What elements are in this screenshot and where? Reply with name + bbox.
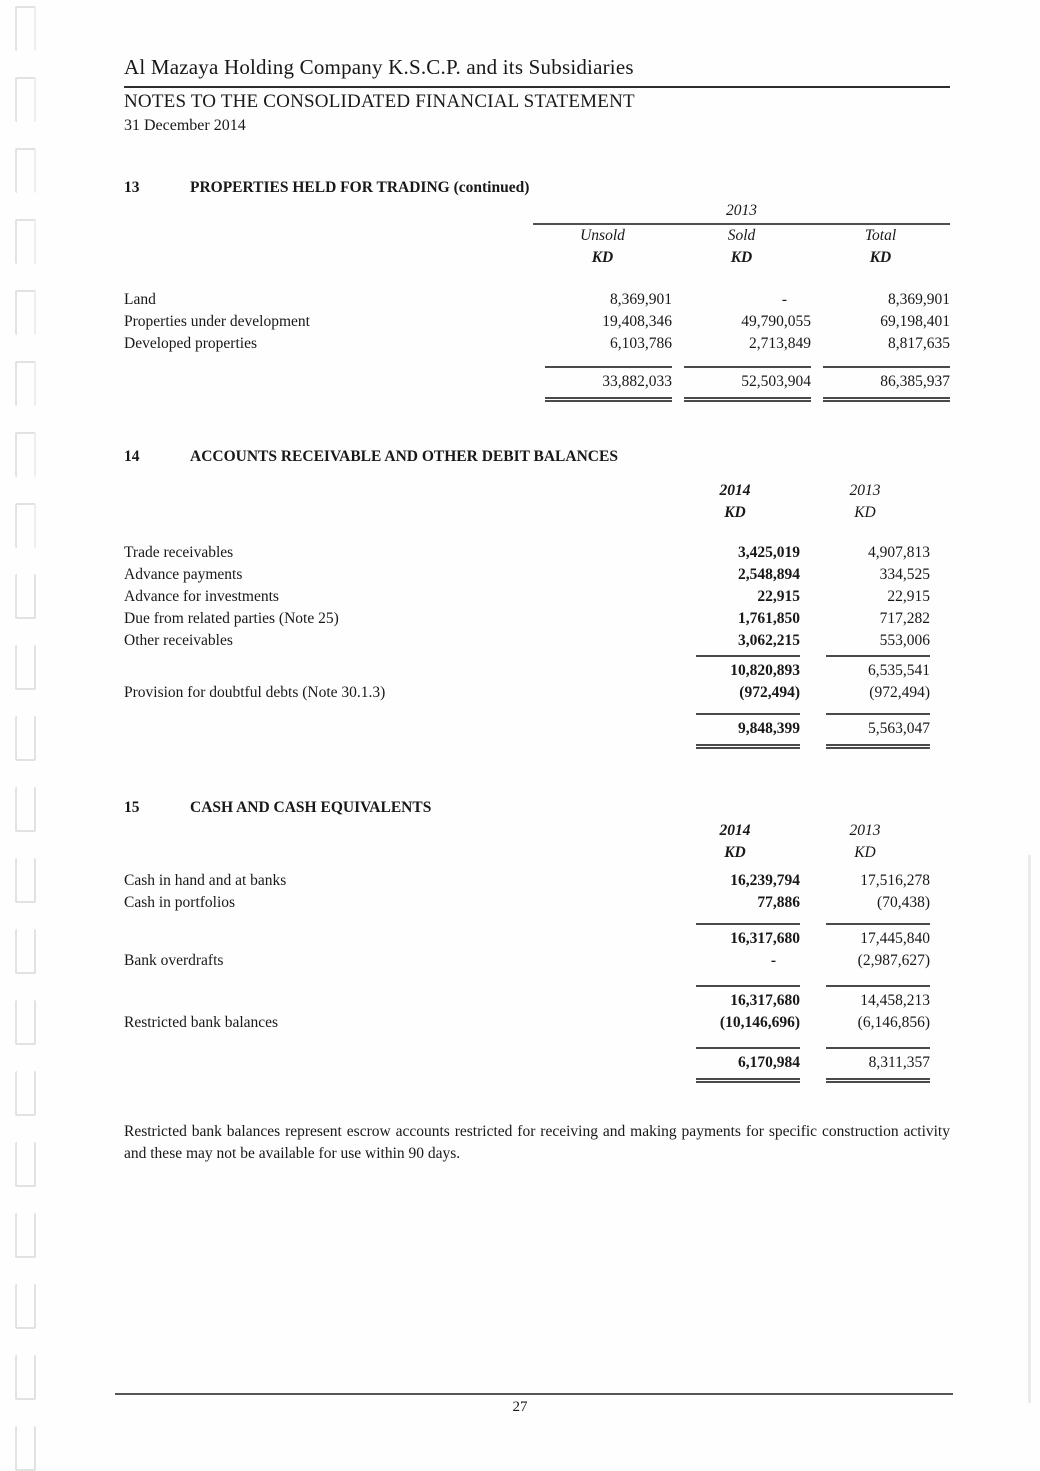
double-rule <box>696 1078 800 1083</box>
subtotal-rule-row <box>124 982 950 990</box>
binder-hole-mark <box>15 361 36 406</box>
row-label: Trade receivables <box>124 544 234 561</box>
year-group-header: 2013 <box>726 202 757 219</box>
cell-total: 8,369,901 <box>888 291 950 308</box>
single-rule <box>696 1047 800 1049</box>
subtotal-rule-row <box>124 920 950 928</box>
table-row <box>124 542 950 564</box>
subtotal-2013: 17,445,840 <box>860 930 930 947</box>
section-15-number: 15 <box>124 799 140 816</box>
subtotal-row <box>124 928 950 950</box>
row-label: Properties under development <box>124 313 310 330</box>
binder-hole-mark <box>15 645 36 690</box>
cell-total: 69,198,401 <box>880 313 950 330</box>
single-rule <box>684 366 811 368</box>
cell-2013: (6,146,856) <box>857 1014 930 1031</box>
row-label: Due from related parties (Note 25) <box>124 610 339 627</box>
section-14-heading <box>124 448 950 466</box>
subtotal-rule-row <box>124 652 950 660</box>
cell-2013: (70,438) <box>877 894 930 911</box>
double-rule <box>823 397 950 402</box>
column-headers <box>533 225 950 247</box>
cell-2014: (10,146,696) <box>719 1014 800 1031</box>
table-row <box>124 892 950 914</box>
row-label: Cash in hand and at banks <box>124 872 287 889</box>
single-rule <box>823 366 950 368</box>
document-title: NOTES TO THE CONSOLIDATED FINANCIAL STATEMENT <box>124 91 635 112</box>
single-rule <box>826 713 930 715</box>
binder-hole-mark <box>15 1355 36 1400</box>
subtotal-rule-row <box>124 363 950 371</box>
subtotal-2014: 10,820,893 <box>730 662 800 679</box>
year-2014: 2014 <box>719 482 751 499</box>
total-2013: 8,311,357 <box>868 1054 930 1071</box>
binder-hole-mark <box>15 148 36 193</box>
single-rule <box>545 366 672 368</box>
cell-2014: 2,548,894 <box>738 566 800 583</box>
table-properties-held-for-trading <box>124 200 950 402</box>
row-label: Bank overdrafts <box>124 952 224 969</box>
total-2014: 6,170,984 <box>738 1054 800 1071</box>
subtotal-row <box>124 990 950 1012</box>
section-13-number: 13 <box>124 179 140 196</box>
currency-kd: KD <box>730 249 753 266</box>
total-total: 86,385,937 <box>880 373 950 390</box>
double-rule-row <box>124 740 950 749</box>
table-row <box>124 1012 950 1034</box>
table-row <box>124 311 950 333</box>
section-13-title: PROPERTIES HELD FOR TRADING (continued) <box>190 179 530 196</box>
page-number: 27 <box>512 1399 528 1415</box>
table-row <box>124 564 950 586</box>
total-sold: 52,503,904 <box>741 373 811 390</box>
cell-2014: 22,915 <box>757 588 800 605</box>
cell-2013: 334,525 <box>879 566 930 583</box>
cell-2014: 77,886 <box>757 894 800 911</box>
currency-headers <box>533 247 950 269</box>
binder-hole-mark <box>15 1426 36 1471</box>
binder-hole-mark <box>15 503 36 548</box>
binder-hole-mark <box>15 1000 36 1045</box>
cell-sold: - <box>781 291 787 308</box>
binder-hole-mark <box>15 77 36 122</box>
col-header-unsold: Unsold <box>580 227 625 244</box>
binder-hole-mark <box>15 929 36 974</box>
total-unsold: 33,882,033 <box>602 373 672 390</box>
subtotal-2014: 16,317,680 <box>730 930 800 947</box>
col-header-sold: Sold <box>727 227 756 244</box>
year-2013: 2013 <box>849 482 881 499</box>
single-rule <box>696 923 800 925</box>
footer-rule <box>115 1393 953 1395</box>
currency-kd: KD <box>869 249 892 266</box>
cell-unsold: 8,369,901 <box>610 291 672 308</box>
single-rule <box>696 713 800 715</box>
totals-row <box>124 371 950 393</box>
cell-unsold: 6,103,786 <box>610 335 672 352</box>
table-row <box>124 289 950 311</box>
row-label: Cash in portfolios <box>124 894 236 911</box>
row-label: Developed properties <box>124 335 257 352</box>
row-label: Advance payments <box>124 566 243 583</box>
binder-hole-mark <box>15 290 36 335</box>
double-rule <box>696 744 800 749</box>
cell-2014: (972,494) <box>739 684 800 701</box>
currency-kd: KD <box>724 844 746 861</box>
col-header-total: Total <box>864 227 897 244</box>
year-headers <box>124 480 950 502</box>
cell-2013: 553,006 <box>879 632 930 649</box>
double-rule <box>545 397 672 402</box>
cell-2013: 717,282 <box>879 610 930 627</box>
row-label: Land <box>124 291 156 308</box>
cell-2013: (972,494) <box>869 684 930 701</box>
double-rule-row <box>124 1074 950 1083</box>
table-cash-equivalents <box>124 820 950 1083</box>
row-label: Provision for doubtful debts (Note 30.1.3) <box>124 684 386 701</box>
binder-hole-mark <box>15 1071 36 1116</box>
double-rule <box>684 397 811 402</box>
single-rule <box>826 923 930 925</box>
cell-2014: 3,425,019 <box>738 544 800 561</box>
currency-headers <box>124 502 950 524</box>
binder-hole-mark <box>15 1284 36 1329</box>
table-row <box>124 586 950 608</box>
binder-holes <box>0 0 60 1471</box>
total-rule-row <box>124 710 950 718</box>
section-14-number: 14 <box>124 448 140 465</box>
cell-2013: 4,907,813 <box>868 544 930 561</box>
currency-kd: KD <box>854 504 876 521</box>
subtotal-2013: 6,535,541 <box>868 662 930 679</box>
currency-headers <box>124 842 950 864</box>
currency-kd: KD <box>724 504 746 521</box>
section-15-heading <box>124 799 950 817</box>
table-row <box>124 630 950 652</box>
section-14-title: ACCOUNTS RECEIVABLE AND OTHER DEBIT BALANCES <box>190 448 618 465</box>
currency-kd: KD <box>591 249 614 266</box>
subtotal-2014: 16,317,680 <box>730 992 800 1009</box>
cell-2013: 17,516,278 <box>860 872 930 889</box>
table-row <box>124 608 950 630</box>
table-accounts-receivable <box>124 480 950 749</box>
binder-hole-mark <box>15 432 36 477</box>
single-rule <box>826 655 930 657</box>
year-2013: 2013 <box>849 822 881 839</box>
header-rule <box>124 86 950 88</box>
cell-2013: (2,987,627) <box>857 952 930 969</box>
total-row <box>124 1052 950 1074</box>
cell-unsold: 19,408,346 <box>602 313 672 330</box>
currency-kd: KD <box>854 844 876 861</box>
single-rule <box>696 655 800 657</box>
company-name: Al Mazaya Holding Company K.S.C.P. and its Subsidiaries <box>124 55 634 79</box>
binder-hole-mark <box>15 787 36 832</box>
row-label: Restricted bank balances <box>124 1014 279 1031</box>
total-row <box>124 718 950 740</box>
restricted-balances-note: Restricted bank balances represent escrow accounts restricted for receiving and making payments for specific construction activity and these may not be available for use within 90 days. <box>124 1123 950 1163</box>
section-13-heading <box>124 179 950 197</box>
cell-2014: 3,062,215 <box>738 632 800 649</box>
double-rule <box>826 744 930 749</box>
year-2014: 2014 <box>719 822 751 839</box>
cell-sold: 2,713,849 <box>749 335 811 352</box>
year-headers <box>124 820 950 842</box>
document-date: 31 December 2014 <box>124 117 246 134</box>
cell-total: 8,817,635 <box>888 335 950 352</box>
cell-sold: 49,790,055 <box>741 313 811 330</box>
row-label: Advance for investments <box>124 588 279 605</box>
cell-2013: 22,915 <box>887 588 930 605</box>
cell-2014: 1,761,850 <box>738 610 800 627</box>
table-row <box>124 682 950 704</box>
single-rule <box>826 985 930 987</box>
table-row <box>124 870 950 892</box>
binder-hole-mark <box>15 219 36 264</box>
cell-2014: 16,239,794 <box>730 872 800 889</box>
binder-hole-mark <box>15 6 36 51</box>
total-2014: 9,848,399 <box>738 720 800 737</box>
row-label: Other receivables <box>124 632 233 649</box>
binder-hole-mark <box>15 858 36 903</box>
table-row <box>124 333 950 355</box>
section-15-title: CASH AND CASH EQUIVALENTS <box>190 799 432 816</box>
binder-hole-mark <box>15 574 36 619</box>
total-2013: 5,563,047 <box>868 720 930 737</box>
binder-hole-mark <box>15 716 36 761</box>
single-rule <box>696 985 800 987</box>
table-row <box>124 950 950 972</box>
cell-2014: - <box>770 952 776 969</box>
total-rule-row <box>124 1044 950 1052</box>
total-rule-row <box>124 393 950 402</box>
subtotal-2013: 14,458,213 <box>860 992 930 1009</box>
scan-edge-shadow <box>1028 855 1031 1403</box>
binder-hole-mark <box>15 1213 36 1258</box>
page-content <box>124 55 950 1166</box>
subtotal-row <box>124 660 950 682</box>
binder-hole-mark <box>15 1142 36 1187</box>
double-rule <box>826 1078 930 1083</box>
single-rule <box>826 1047 930 1049</box>
